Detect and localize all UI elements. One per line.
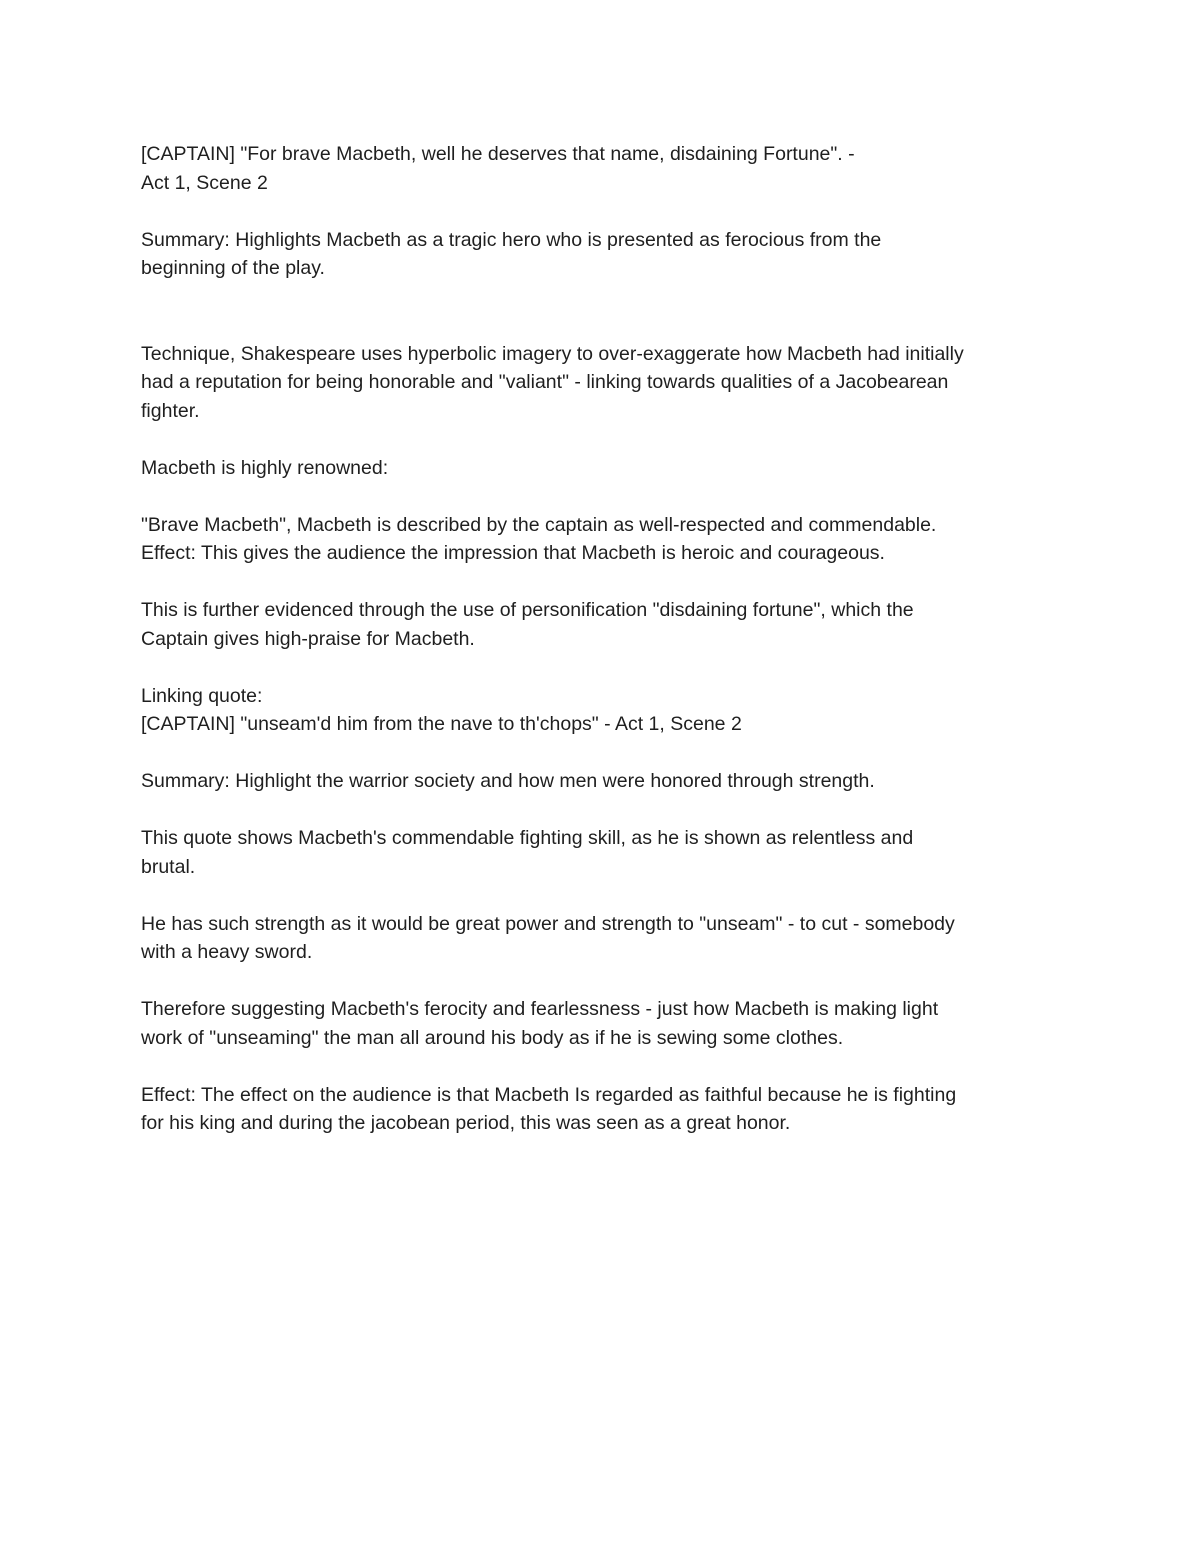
strength-line: with a heavy sword. [141,941,313,963]
technique-paragraph [141,340,1071,426]
technique-line: fighter. [141,399,200,422]
ferocity-line: Therefore suggesting Macbeth's ferocity and fearlessness - just how Macbeth is making light [141,998,939,1020]
paragraph-gap [141,653,1071,682]
brave-line: "Brave Macbeth", Macbeth is described by the captain as well-respected and commendable. [141,513,937,536]
linking-quote-paragraph [141,682,1071,739]
paragraph-gap [141,568,1071,597]
paragraph-gap [141,283,1071,312]
effect-line: Effect: The effect on the audience is that Macbeth Is regarded as faithful because he is fighting [141,1083,957,1106]
skill-line: brutal. [141,855,196,878]
paragraph-gap [141,881,1071,910]
paragraph-gap [141,739,1071,768]
summary-line: Summary: Highlight the warrior society and how men were honored through strength. [141,770,875,792]
effect-paragraph [141,1081,1071,1138]
strength-line: He has such strength as it would be great power and strength to "unseam" - to cut - somebody [141,912,955,935]
ferocity-paragraph [141,995,1071,1052]
quote-reference: Act 1, Scene 2 [141,171,268,194]
effect-line: Effect: This gives the audience the impression that Macbeth is heroic and courageous. [141,542,885,564]
paragraph-gap [141,482,1071,511]
skill-line: This quote shows Macbeth's commendable fighting skill, as he is shown as relentless and [141,827,914,849]
skill-paragraph [141,824,1071,881]
technique-line: Technique, Shakespeare uses hyperbolic imagery to over-exaggerate how Macbeth had initially [141,342,964,365]
summary-paragraph [141,226,1071,283]
linking-quote-label: Linking quote: [141,684,263,707]
linking-quote-text: [CAPTAIN] "unseam'd him from the nave to th'chops" - Act 1, Scene 2 [141,713,742,735]
paragraph-gap [141,197,1071,226]
paragraph-gap [141,311,1071,340]
quote-line: [CAPTAIN] "For brave Macbeth, well he deserves that name, disdaining Fortune". - [141,143,855,165]
paragraph-gap [141,1052,1071,1081]
personification-line: This is further evidenced through the use of personification "disdaining fortune", which the [141,599,914,621]
personification-line: Captain gives high-praise for Macbeth. [141,627,475,650]
brave-paragraph [141,511,1071,568]
ferocity-line: work of "unseaming" the man all around his body as if he is sewing some clothes. [141,1026,844,1049]
personification-paragraph [141,596,1071,653]
summary-line: beginning of the play. [141,257,325,279]
strength-paragraph [141,910,1071,967]
document-body [141,140,1071,1138]
paragraph-gap [141,425,1071,454]
paragraph-gap [141,796,1071,825]
technique-line: had a reputation for being honorable and "valiant" - linking towards qualities of a Jacobearean [141,371,949,393]
paragraph-gap [141,967,1071,996]
effect-line: for his king and during the jacobean period, this was seen as a great honor. [141,1112,791,1134]
summary-line: Summary: Highlights Macbeth as a tragic hero who is presented as ferocious from the [141,228,882,251]
renowned-heading: Macbeth is highly renowned: [141,456,389,479]
quote-paragraph [141,140,1071,197]
